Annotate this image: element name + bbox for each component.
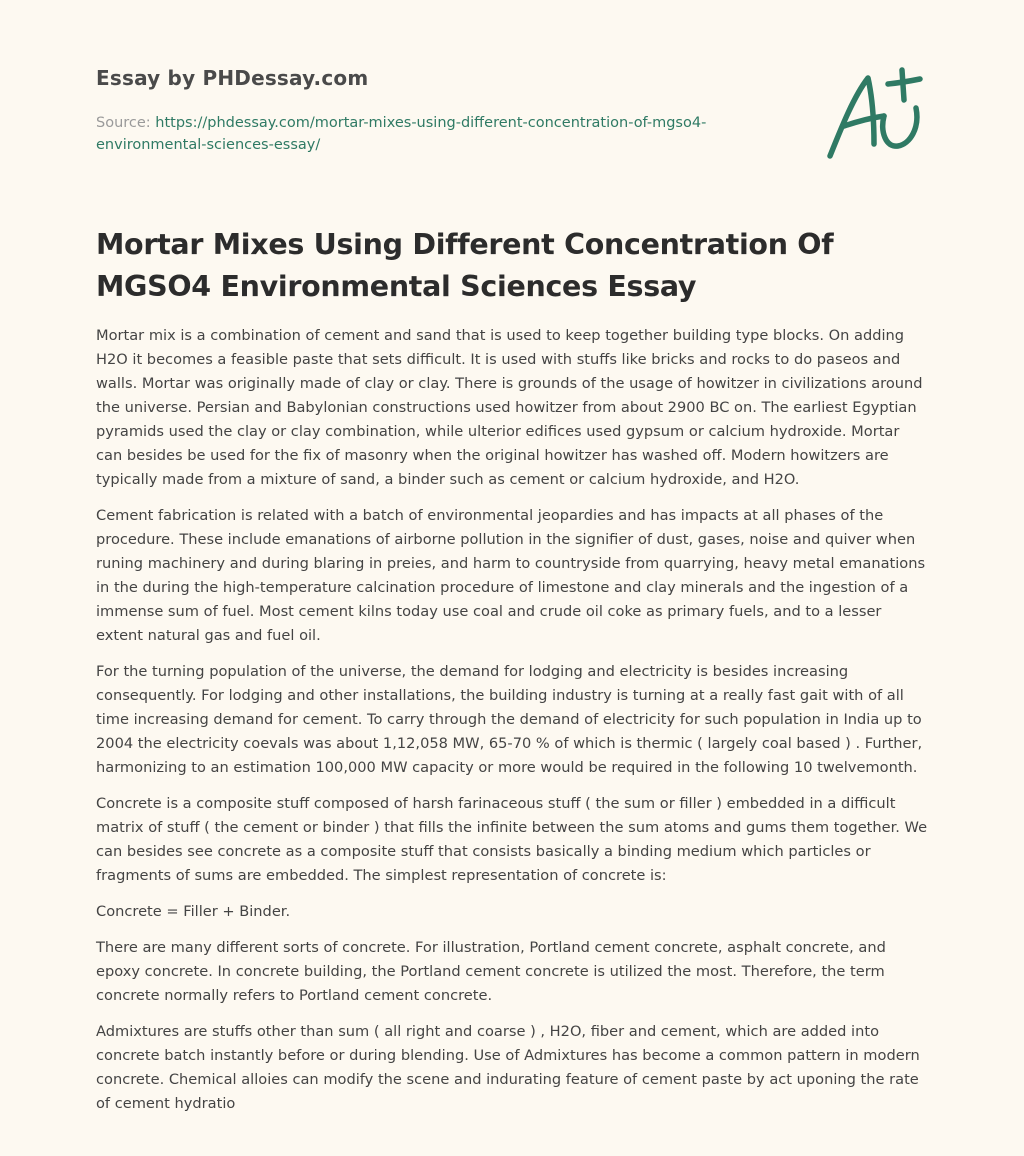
essay-paragraph: Concrete = Filler + Binder. [96,903,291,920]
source-label: Source: [96,115,151,131]
essay-title: Mortar Mixes Using Different Concentration Of MGSO4 Environmental Sciences Essay [96,228,834,303]
essay-paragraph: Cement fabrication is related with a batch of environmental jeopardies and has impacts at all phases of the procedure. These include emanations of airborne pollution in the signifier of dust, gases, noise and quiver when runing machinery and during blaring in preies, and harm to countryside from quarrying, heavy metal emanations in the during the high-temperature calcination procedure of limestone and clay minerals and the ingestion of a immense sum of fuel. Most cement kilns today use coal and crude oil coke as primary fuels, and to a lesser extent natural gas and fuel oil. [96,507,926,644]
essay-paragraph: Mortar mix is a combination of cement and sand that is used to keep together building type blocks. On adding H2O it becomes a feasible paste that sets difficult. It is used with stuffs like bricks and rocks to do paseos and walls. Mortar was originally made of clay or clay. There is grounds of the usage of howitzer in civilizations around the universe. Persian and Babylonian constructions used howitzer from about 2900 BC on. The earliest Egyptian pyramids used the clay or clay combination, while ulterior edifices used gypsum or calcium hydroxide. Mortar can besides be used for the fix of masonry when the original howitzer has washed off. Modern howitzers are typically made from a mixture of sand, a binder such as cement or calcium hydroxide, and H2O. [96,327,923,488]
essay-paragraph: For the turning population of the universe, the demand for lodging and electricity is besides increasing consequently. For lodging and other installations, the building industry is turning at a really fast gait with of all time increasing demand for cement. To carry through the demand of electricity for such population in India up to 2004 the electricity coevals was about 1,12,058 MW, 65-70 % of which is thermic ( largely coal based ) . Further, harmonizing to an estimation 100,000 MW capacity or more would be required in the following 10 twelvemonth. [96,663,923,776]
a-plus-logo-icon [824,66,928,166]
source-line [96,112,776,156]
essay-paragraph: Concrete is a composite stuff composed of harsh farinaceous stuff ( the sum or filler ) embedded in a difficult matrix of stuff ( the cement or binder ) that fills the infinite between the sum atoms and gums them together. We can besides see concrete as a composite stuff that consists basically a binding medium which particles or fragments of sums are embedded. The simplest representation of concrete is: [96,795,928,884]
essay-paragraph: There are many different sorts of concrete. For illustration, Portland cement concrete, asphalt concrete, and epoxy concrete. In concrete building, the Portland cement concrete is utilized the most. Therefore, the term concrete normally refers to Portland cement concrete. [96,939,886,1004]
source-link[interactable]: https://phdessay.com/mortar-mixes-using-different-concentration-of-mgso4-environmental-sciences-essay/ [96,115,707,153]
essay-paragraph: Admixtures are stuffs other than sum ( all right and coarse ) , H2O, fiber and cement, which are added into concrete batch instantly before or during blending. Use of Admixtures has become a common pattern in modern concrete. Chemical alloies can modify the scene and indurating feature of cement paste by act uponing the rate of cement hydratio [96,1023,920,1112]
site-name: Essay by PHDessay.com [96,66,369,90]
essay-body [96,324,928,1128]
